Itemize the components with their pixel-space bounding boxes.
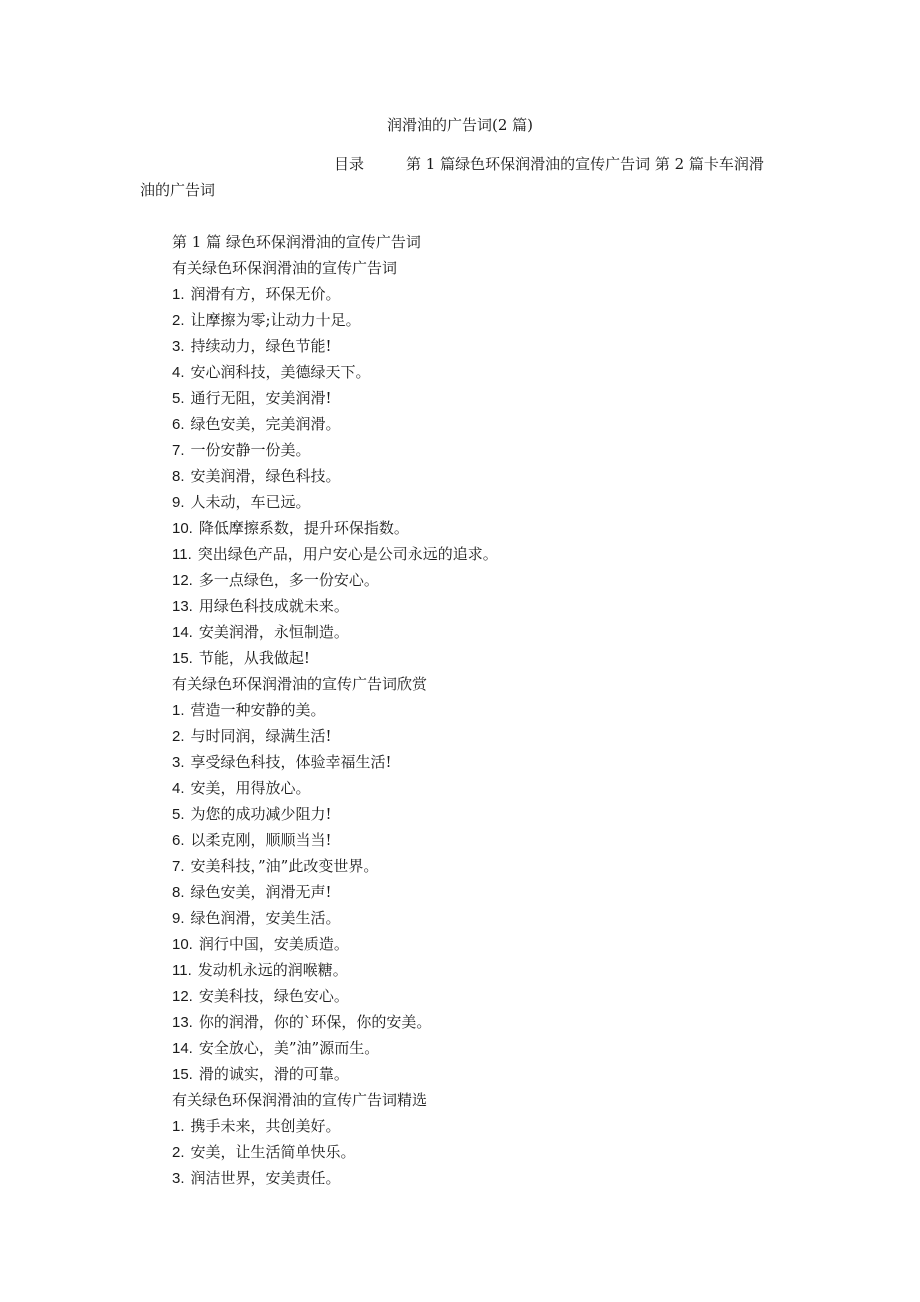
list-item-text: 节能，从我做起!: [198, 649, 310, 667]
list-item-text: 滑的诚实，滑的可靠。: [198, 1065, 349, 1083]
group-heading: 有关绿色环保润滑油的宣传广告词: [172, 259, 398, 277]
list-item: [172, 931, 792, 957]
list-item-text: 降低摩擦系数，提升环保指数。: [198, 519, 409, 537]
list-item-text: 营造一种安静的美。: [190, 701, 326, 719]
list-item: [172, 593, 792, 619]
list-item: [172, 749, 792, 775]
list-item: [172, 827, 792, 853]
list-item: [172, 801, 792, 827]
list-item-text: 安美润滑，永恒制造。: [198, 623, 349, 641]
list-item-text: 你的润滑，你的`环保，你的安美。: [198, 1013, 432, 1031]
list-item: [172, 1113, 792, 1139]
list-item: [172, 333, 792, 359]
list-item-text: 绿色安美，完美润滑。: [190, 415, 341, 433]
list-item: [172, 1165, 792, 1191]
list-item-number: 4.: [172, 780, 185, 797]
list-item-text: 安美，用得放心。: [190, 779, 311, 797]
section-heading: 第 1 篇 绿色环保润滑油的宣传广告词: [172, 233, 421, 251]
list-item-text: 以柔克刚，顺顺当当!: [190, 831, 332, 849]
list-item-text: 润滑有方，环保无价。: [190, 285, 341, 303]
list-item: [172, 359, 792, 385]
list-item-number: 8.: [172, 884, 185, 901]
list-item-number: 3.: [172, 338, 185, 355]
list-item-number: 10.: [172, 520, 193, 537]
list-item-text: 安心润科技，美德绿天下。: [190, 363, 371, 381]
list-item-number: 9.: [172, 494, 185, 511]
list-item-text: 安美科技，”油”此改变世界。: [190, 857, 379, 875]
group-heading: 有关绿色环保润滑油的宣传广告词欣赏: [172, 675, 428, 693]
list-item: [172, 1035, 792, 1061]
list-item: [172, 489, 792, 515]
list-item: [172, 983, 792, 1009]
list-item-text: 与时同润，绿满生活!: [190, 727, 332, 745]
list-item-number: 14.: [172, 624, 193, 641]
list-item: [172, 515, 792, 541]
list-item: [172, 645, 792, 671]
list-item-text: 安全放心，美”油”源而生。: [198, 1039, 380, 1057]
list-item-number: 1.: [172, 702, 185, 719]
list-item-number: 15.: [172, 650, 193, 667]
toc-entries: 第 1 篇绿色环保润滑油的宣传广告词 第 2 篇卡车润滑: [406, 155, 764, 173]
list-item: [172, 541, 792, 567]
list-item: [172, 307, 792, 333]
list-item-text: 安美润滑，绿色科技。: [190, 467, 341, 485]
list-item-number: 1.: [172, 286, 185, 303]
list-item-text: 享受绿色科技，体验幸福生活!: [190, 753, 392, 771]
list-item-text: 安美，让生活简单快乐。: [190, 1143, 356, 1161]
list-item-number: 13.: [172, 598, 193, 615]
list-item: [172, 411, 792, 437]
list-item-number: 3.: [172, 754, 185, 771]
list-item-number: 6.: [172, 416, 185, 433]
table-of-contents: [140, 151, 785, 203]
list-item-text: 让摩擦为零;让动力十足。: [190, 311, 361, 329]
list-item-number: 8.: [172, 468, 185, 485]
list-item: [172, 281, 792, 307]
list-item-number: 10.: [172, 936, 193, 953]
list-item-number: 12.: [172, 572, 193, 589]
list-item-number: 11.: [172, 546, 192, 563]
list-item-number: 2.: [172, 728, 185, 745]
list-item: [172, 905, 792, 931]
list-item-number: 6.: [172, 832, 185, 849]
list-item-number: 14.: [172, 1040, 193, 1057]
document-title: 润滑油的广告词(2 篇): [386, 116, 534, 134]
list-item: [172, 853, 792, 879]
list-item-number: 5.: [172, 390, 185, 407]
list-item-text: 润行中国，安美质造。: [198, 935, 349, 953]
list-item-text: 绿色安美，润滑无声!: [190, 883, 332, 901]
list-item: [172, 463, 792, 489]
list-item-number: 2.: [172, 1144, 185, 1161]
list-item-number: 4.: [172, 364, 185, 381]
document-body: [172, 229, 792, 1191]
toc-line-1: [140, 151, 785, 177]
list-item-text: 润洁世界，安美责任。: [190, 1169, 341, 1187]
list-item: [172, 1139, 792, 1165]
list-item-text: 绿色润滑，安美生活。: [190, 909, 341, 927]
list-item-text: 持续动力，绿色节能!: [190, 337, 332, 355]
list-item: [172, 619, 792, 645]
list-item-number: 12.: [172, 988, 193, 1005]
list-item: [172, 567, 792, 593]
list-item: [172, 879, 792, 905]
list-item-text: 多一点绿色，多一份安心。: [198, 571, 379, 589]
list-item: [172, 385, 792, 411]
list-item-text: 携手未来，共创美好。: [190, 1117, 341, 1135]
list-item-number: 7.: [172, 858, 185, 875]
list-item-text: 发动机永远的润喉糖。: [197, 961, 348, 979]
list-item-text: 安美科技，绿色安心。: [198, 987, 349, 1005]
list-item-number: 9.: [172, 910, 185, 927]
list-item-text: 为您的成功减少阻力!: [190, 805, 332, 823]
list-item: [172, 697, 792, 723]
list-item: [172, 957, 792, 983]
list-item-number: 1.: [172, 1118, 185, 1135]
list-item: [172, 723, 792, 749]
list-item-text: 人未动，车已远。: [190, 493, 311, 511]
list-item-number: 7.: [172, 442, 185, 459]
list-item-number: 5.: [172, 806, 185, 823]
list-item-number: 2.: [172, 312, 185, 329]
list-item-text: 通行无阻，安美润滑!: [190, 389, 332, 407]
toc-label: 目录: [334, 155, 365, 173]
list-item: [172, 437, 792, 463]
list-item-text: 用绿色科技成就未来。: [198, 597, 349, 615]
list-item: [172, 775, 792, 801]
list-item-number: 3.: [172, 1170, 185, 1187]
list-item: [172, 1061, 792, 1087]
list-item-text: 突出绿色产品，用户安心是公司永远的追求。: [197, 545, 498, 563]
list-item-number: 11.: [172, 962, 192, 979]
list-item: [172, 1009, 792, 1035]
toc-entries-continued: 油的广告词: [140, 181, 216, 199]
list-item-text: 一份安静一份美。: [190, 441, 311, 459]
group-heading: 有关绿色环保润滑油的宣传广告词精选: [172, 1091, 428, 1109]
list-item-number: 15.: [172, 1066, 193, 1083]
list-item-number: 13.: [172, 1014, 193, 1031]
